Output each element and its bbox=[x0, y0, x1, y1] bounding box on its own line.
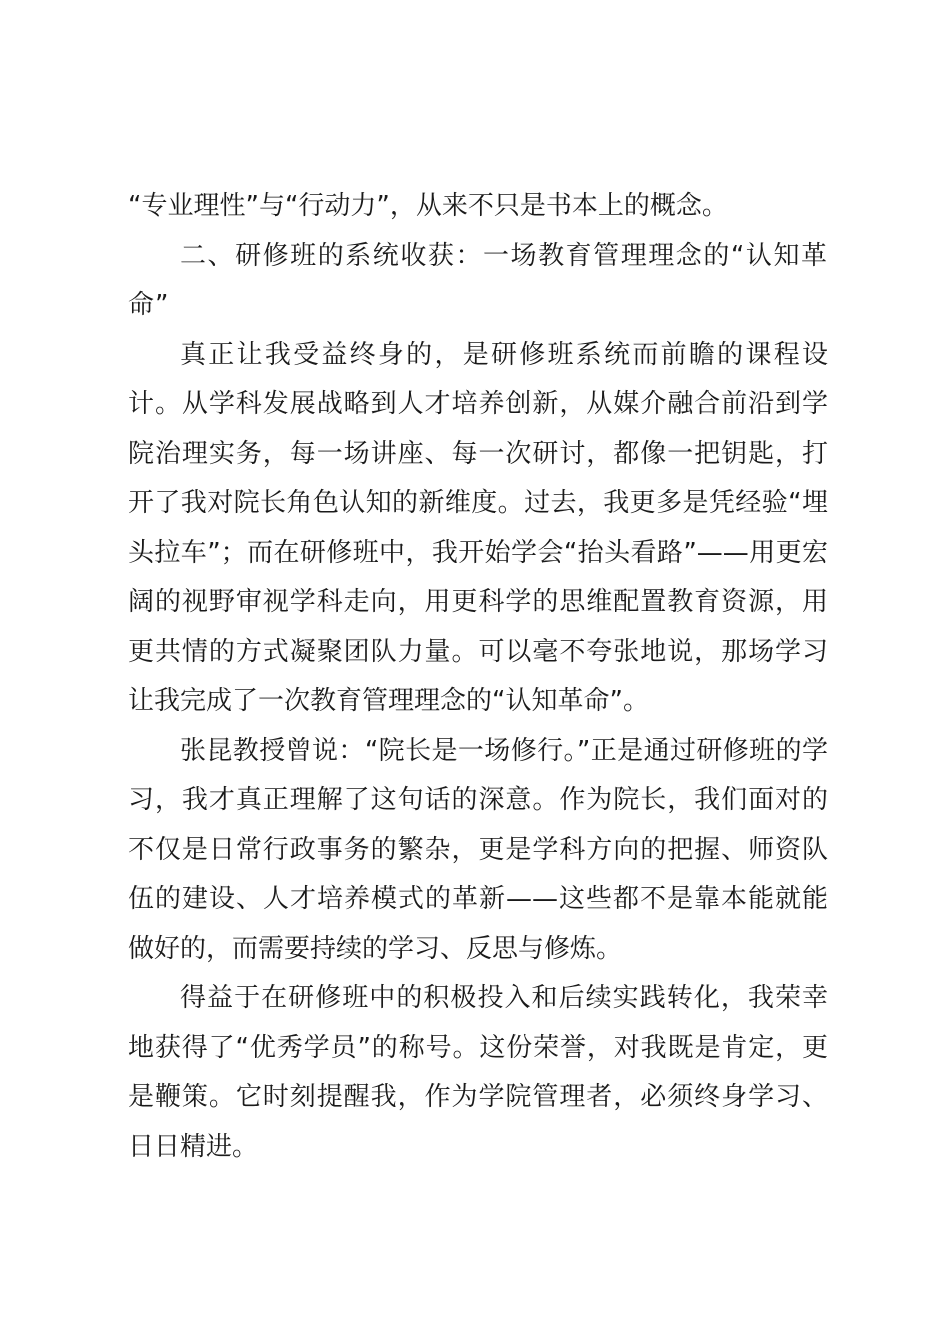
continuation-paragraph: “专业理性”与“行动力”，从来不只是书本上的概念。 bbox=[128, 191, 728, 221]
document-body bbox=[128, 182, 828, 1172]
body-paragraph-2: 张昆教授曾说：“院长是一场修行。”正是通过研修班的学习，我才真正理解了这句话的深意。作为院长，我们面对的不仅是日常行政事务的繁杂，更是学科方向的把握、师资队伍的建设、人才培养模式的革新——这些都不是靠本能就能做好的，而需要持续的学习、反思与修炼。 bbox=[128, 735, 828, 964]
body-paragraph-3: 得益于在研修班中的积极投入和后续实践转化，我荣幸地获得了“优秀学员”的称号。这份荣誉，对我既是肯定，更是鞭策。它时刻提醒我，作为学院管理者，必须终身学习、日日精进。 bbox=[128, 983, 828, 1162]
section-heading: 二、研修班的系统收获：一场教育管理理念的“认知革命” bbox=[128, 240, 828, 320]
body-paragraph-1: 真正让我受益终身的，是研修班系统而前瞻的课程设计。从学科发展战略到人才培养创新，从媒介融合前沿到学院治理实务，每一场讲座、每一次研讨，都像一把钥匙，打开了我对院长角色认知的新维度。过去，我更多是凭经验“埋头拉车”；而在研修班中，我开始学会“抬头看路”——用更宏阔的视野审视学科走向，用更科学的思维配置教育资源，用更共情的方式凝聚团队力量。可以毫不夸张地说，那场学习让我完成了一次教育管理理念的“认知革命”。 bbox=[128, 339, 828, 716]
